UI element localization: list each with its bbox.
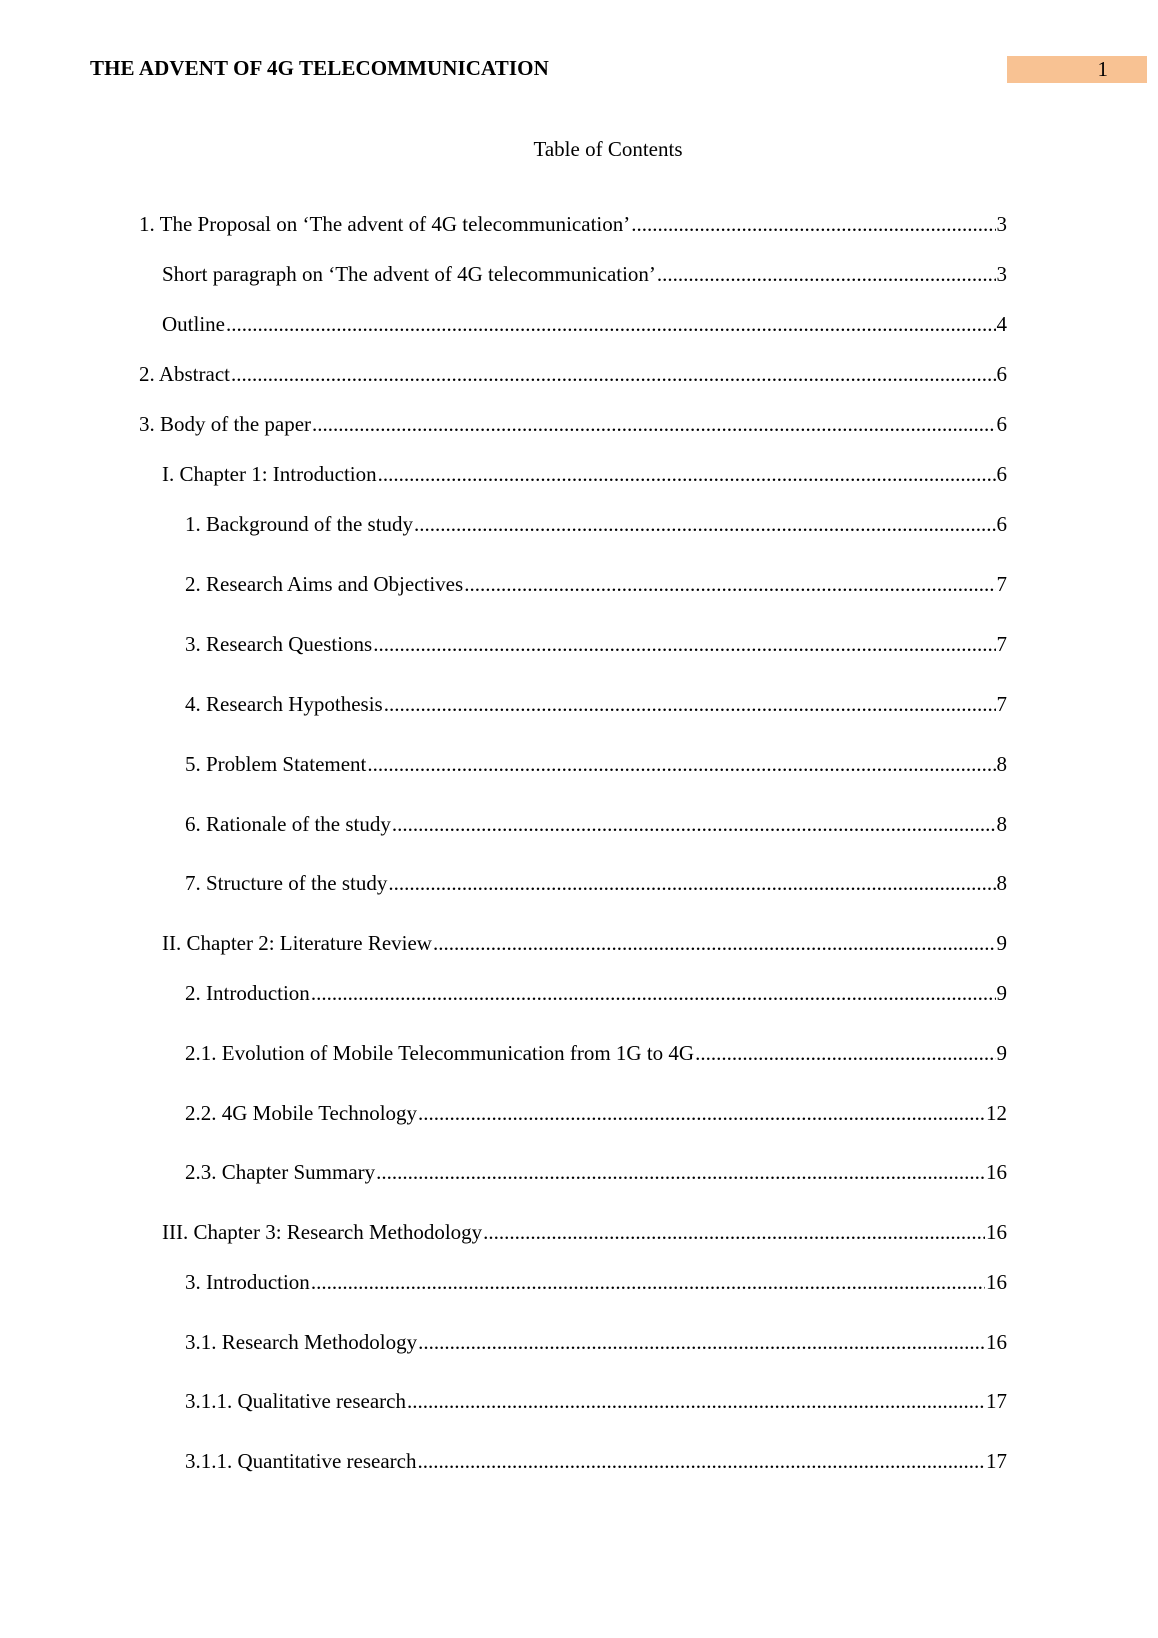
toc-entry-chapter-summary[interactable] bbox=[185, 1158, 1007, 1186]
toc-entry-page: 17 bbox=[986, 1389, 1007, 1413]
dot-leader bbox=[418, 1447, 986, 1475]
toc-entry-chapter-3[interactable] bbox=[162, 1218, 1007, 1246]
toc-entry-structure[interactable] bbox=[185, 869, 1007, 897]
toc-entry-outline[interactable] bbox=[162, 310, 1007, 338]
toc-title: Table of Contents bbox=[533, 137, 683, 161]
toc-entry-label: 3. Introduction bbox=[185, 1270, 310, 1294]
toc-entry-page: 9 bbox=[996, 1041, 1007, 1065]
toc-entry-hypothesis[interactable] bbox=[185, 690, 1007, 718]
toc-entry-page: 16 bbox=[986, 1160, 1007, 1184]
dot-leader bbox=[483, 1218, 985, 1246]
toc-entry-label: 2.2. 4G Mobile Technology bbox=[185, 1101, 418, 1125]
dot-leader bbox=[407, 1387, 985, 1415]
toc-entry-label: I. Chapter 1: Introduction bbox=[162, 462, 377, 486]
toc-entry-label: Outline bbox=[162, 312, 225, 336]
toc-entry-page: 16 bbox=[986, 1270, 1007, 1294]
toc-entry-chapter-2[interactable] bbox=[162, 929, 1007, 957]
toc-entry-page: 4 bbox=[996, 312, 1007, 336]
toc-entry-label: 3.1.1. Quantitative research bbox=[185, 1449, 417, 1473]
toc-entry-ch2-introduction[interactable] bbox=[185, 979, 1007, 1007]
toc-entry-ch3-introduction[interactable] bbox=[185, 1268, 1007, 1296]
toc-entry-page: 6 bbox=[996, 512, 1007, 536]
dot-leader bbox=[384, 690, 996, 718]
toc-entry-label: 2.1. Evolution of Mobile Telecommunication from 1G to 4G bbox=[185, 1041, 695, 1065]
toc-entry-page: 9 bbox=[996, 931, 1007, 955]
toc-entry-label: 2. Abstract bbox=[139, 362, 230, 386]
toc-entry-label: 3.1. Research Methodology bbox=[185, 1330, 418, 1354]
toc-entry-4g-technology[interactable] bbox=[185, 1099, 1007, 1127]
toc-entry-quantitative[interactable] bbox=[185, 1447, 1007, 1475]
dot-leader bbox=[367, 750, 995, 778]
toc-entry-evolution[interactable] bbox=[185, 1039, 1007, 1067]
toc-entry-abstract[interactable] bbox=[139, 360, 1007, 388]
dot-leader bbox=[414, 510, 995, 538]
toc-entry-label: 3.1.1. Qualitative research bbox=[185, 1389, 406, 1413]
toc-entry-short-paragraph[interactable] bbox=[162, 260, 1007, 288]
toc-entry-problem[interactable] bbox=[185, 750, 1007, 778]
toc-entry-label: 3. Body of the paper bbox=[139, 412, 312, 436]
toc-entry-page: 6 bbox=[996, 412, 1007, 436]
dot-leader bbox=[311, 1268, 985, 1296]
dot-leader bbox=[231, 360, 996, 388]
dot-leader bbox=[226, 310, 996, 338]
toc-entry-questions[interactable] bbox=[185, 630, 1007, 658]
toc-entry-page: 8 bbox=[996, 812, 1007, 836]
toc-entry-page: 16 bbox=[986, 1220, 1007, 1244]
toc-entry-page: 7 bbox=[996, 572, 1007, 596]
toc-entry-label: 6. Rationale of the study bbox=[185, 812, 391, 836]
dot-leader bbox=[418, 1328, 985, 1356]
toc-entry-page: 7 bbox=[996, 692, 1007, 716]
toc-entry-page: 8 bbox=[996, 752, 1007, 776]
toc-entry-label: 3. Research Questions bbox=[185, 632, 373, 656]
toc-entry-label: III. Chapter 3: Research Methodology bbox=[162, 1220, 483, 1244]
toc-entry-qualitative[interactable] bbox=[185, 1387, 1007, 1415]
toc-entry-page: 3 bbox=[996, 212, 1007, 236]
dot-leader bbox=[378, 460, 996, 488]
dot-leader bbox=[312, 410, 995, 438]
toc-entry-proposal[interactable] bbox=[139, 210, 1007, 238]
dot-leader bbox=[311, 979, 996, 1007]
toc-entry-page: 9 bbox=[996, 981, 1007, 1005]
toc-entry-page: 6 bbox=[996, 362, 1007, 386]
toc-entry-background[interactable] bbox=[185, 510, 1007, 538]
toc-entry-label: 4. Research Hypothesis bbox=[185, 692, 383, 716]
dot-leader bbox=[631, 210, 995, 238]
running-head-title: THE ADVENT OF 4G TELECOMMUNICATION bbox=[90, 56, 549, 80]
dot-leader bbox=[657, 260, 996, 288]
toc-entry-label: 1. Background of the study bbox=[185, 512, 414, 536]
toc-entry-chapter-1[interactable] bbox=[162, 460, 1007, 488]
dot-leader bbox=[388, 869, 995, 897]
toc-entry-page: 8 bbox=[996, 871, 1007, 895]
dot-leader bbox=[376, 1158, 985, 1186]
toc-entry-page: 3 bbox=[996, 262, 1007, 286]
dot-leader bbox=[373, 630, 995, 658]
toc-entry-aims[interactable] bbox=[185, 570, 1007, 598]
toc-entry-page: 7 bbox=[996, 632, 1007, 656]
toc-entry-page: 12 bbox=[986, 1101, 1007, 1125]
toc-entry-label: 2. Research Aims and Objectives bbox=[185, 572, 464, 596]
dot-leader bbox=[433, 929, 996, 957]
toc-entry-label: 5. Problem Statement bbox=[185, 752, 367, 776]
toc-entry-label: 1. The Proposal on ‘The advent of 4G telecommunication’ bbox=[139, 212, 631, 236]
dot-leader bbox=[464, 570, 995, 598]
dot-leader bbox=[695, 1039, 995, 1067]
toc-entry-label: II. Chapter 2: Literature Review bbox=[162, 931, 432, 955]
toc-entry-page: 6 bbox=[996, 462, 1007, 486]
toc-entry-label: 7. Structure of the study bbox=[185, 871, 388, 895]
page-number: 1 bbox=[1007, 56, 1147, 83]
dot-leader bbox=[418, 1099, 985, 1127]
toc-entry-page: 16 bbox=[986, 1330, 1007, 1354]
dot-leader bbox=[392, 810, 996, 838]
toc-entry-label: 2. Introduction bbox=[185, 981, 310, 1005]
toc-entry-page: 17 bbox=[986, 1449, 1007, 1473]
toc-entry-rationale[interactable] bbox=[185, 810, 1007, 838]
toc-entry-body[interactable] bbox=[139, 410, 1007, 438]
toc-entry-research-methodology[interactable] bbox=[185, 1328, 1007, 1356]
toc-entry-label: 2.3. Chapter Summary bbox=[185, 1160, 376, 1184]
toc-entry-label: Short paragraph on ‘The advent of 4G telecommunication’ bbox=[162, 262, 656, 286]
